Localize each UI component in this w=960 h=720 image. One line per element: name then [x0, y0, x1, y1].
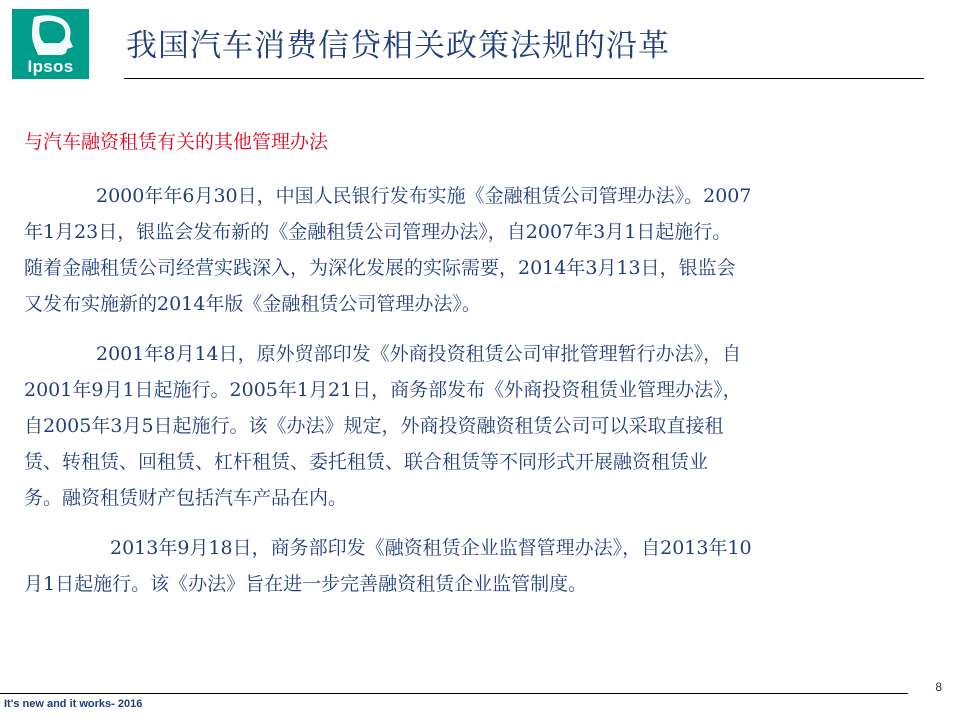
- paragraph-line: 赁、转租赁、回租赁、杠杆租赁、委托租赁、联合租赁等不同形式开展融资租赁业: [24, 451, 709, 473]
- footer-tagline: It's new and it works- 2016: [4, 698, 143, 710]
- title-divider: [124, 78, 924, 79]
- paragraph-line: 随着金融租赁公司经营实践深入，为深化发展的实际需要，2014年3月13日，银监会: [24, 257, 736, 279]
- paragraph-line: 2013年9月18日，商务部印发《融资租赁企业监督管理办法》，自2013年10: [110, 537, 752, 559]
- body-text: [24, 178, 944, 616]
- paragraph-line: 自2005年3月5日起施行。该《办法》规定，外商投资融资租赁公司可以采取直接租: [24, 415, 724, 437]
- paragraph-line: 月1日起施行。该《办法》旨在进一步完善融资租赁企业监管制度。: [24, 573, 588, 595]
- ipsos-logo: [12, 9, 89, 79]
- paragraph-line: 2001年8月14日，原外贸部印发《外商投资租赁公司审批管理暂行办法》，自: [96, 343, 742, 365]
- paragraph-line: 又发布实施新的2014年版《金融租赁公司管理办法》。: [24, 293, 481, 315]
- page-number: 8: [935, 680, 942, 694]
- section-heading: 与汽车融资租赁有关的其他管理办法: [24, 131, 329, 153]
- logo-wordmark: Ipsos: [27, 57, 74, 76]
- paragraph-line: 2001年9月1日起施行。2005年1月21日，商务部发布《外商投资租赁业管理办法》，: [24, 379, 742, 401]
- paragraph-1: [24, 178, 944, 322]
- paragraph-line: 务。融资租赁财产包括汽车产品在内。: [24, 487, 348, 509]
- paragraph-3: [24, 530, 944, 602]
- paragraph-2: [24, 336, 944, 516]
- paragraph-line: 年1月23日，银监会发布新的《金融租赁公司管理办法》，自2007年3月1日起施行。: [24, 221, 732, 243]
- footer-divider: [0, 693, 908, 694]
- paragraph-line: 2000年年6月30日，中国人民银行发布实施《金融租赁公司管理办法》。2007: [96, 185, 752, 207]
- slide-title: 我国汽车消费信贷相关政策法规的沿革: [126, 28, 670, 64]
